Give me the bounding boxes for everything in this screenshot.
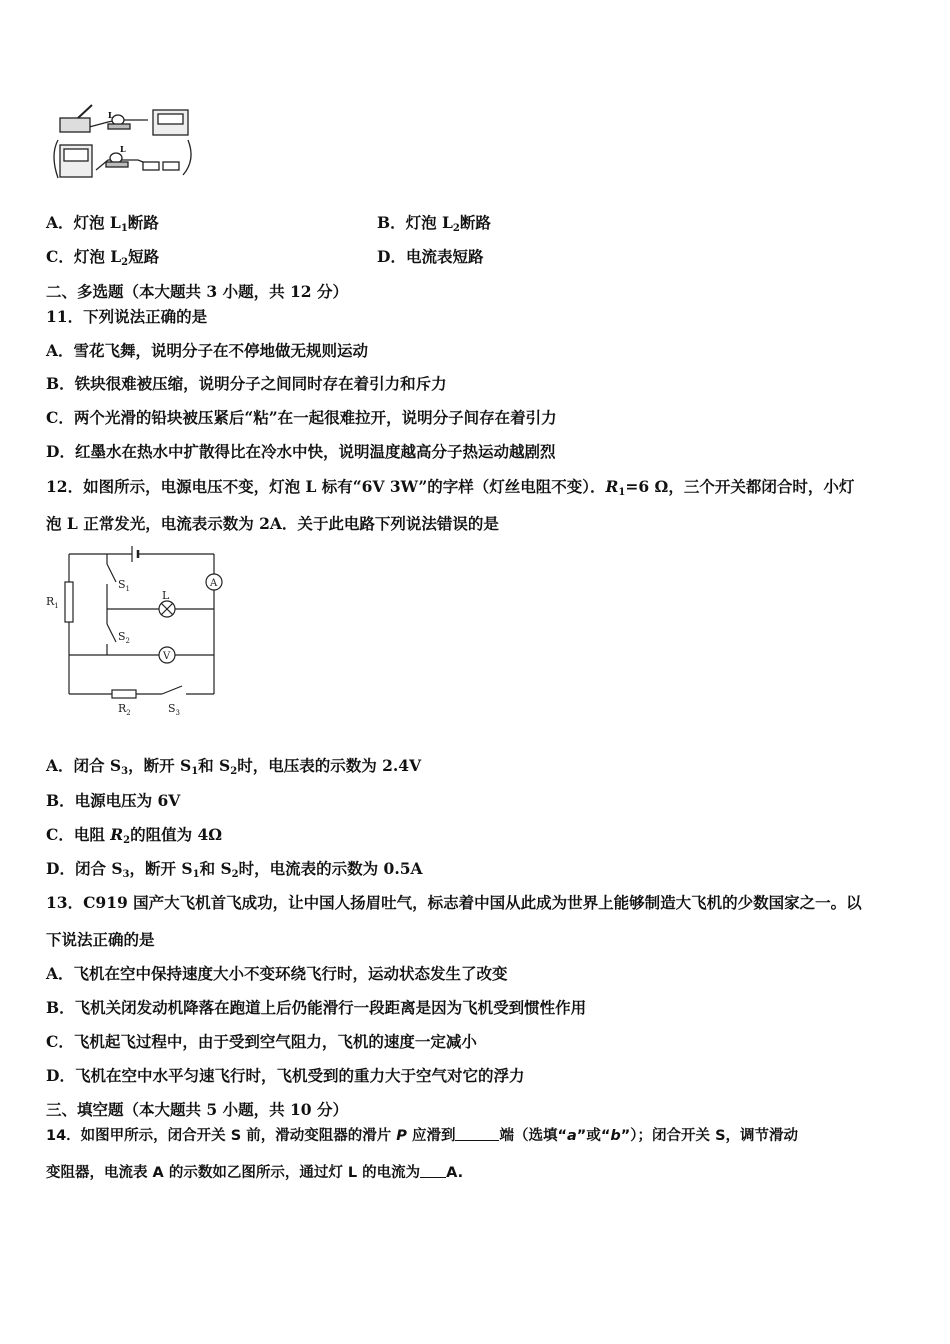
lamp-label: L <box>162 589 170 602</box>
q11-option-b[interactable]: B．铁块很难被压缩，说明分子之间同时存在着引力和斥力 <box>46 374 447 393</box>
q14-blank-1[interactable] <box>455 1126 499 1141</box>
q10-option-c[interactable]: C．灯泡 $L_2$短路 <box>46 247 160 268</box>
q12-option-d[interactable]: D．闭合 $S_3$，断开 $S_1$和 $S_2$时，电流表的示数为 0.5A <box>46 859 423 880</box>
q10-option-a[interactable]: A．灯泡 $L_1$断路 <box>46 213 159 234</box>
voltmeter-label: V <box>163 651 171 662</box>
svg-text:L: L <box>120 144 126 154</box>
q14-stem-line2: 变阻器，电流表 A 的示数如乙图所示，通过灯 L 的电流为 A. <box>46 1165 464 1181</box>
q10-option-d[interactable]: D．电流表短路 <box>377 247 484 266</box>
r2-label: $R_2$ <box>118 702 131 717</box>
q13-option-c[interactable]: C．飞机起飞过程中，由于受到空气阻力，飞机的速度一定减小 <box>46 1032 477 1051</box>
q12-option-a[interactable]: A．闭合 $S_3$，断开 $S_1$和 $S_2$时，电压表的示数为 2.4V <box>46 756 422 777</box>
q12-option-b[interactable]: B．电源电压为 6V <box>46 791 181 810</box>
q13-option-b[interactable]: B．飞机关闭发动机降落在跑道上后仍能滑行一段距离是因为飞机受到惯性作用 <box>46 998 587 1017</box>
section2-title: 二、多选题（本大题共 3 小题，共 12 分） <box>46 282 348 301</box>
q11-stem: 11．下列说法正确的是 <box>46 307 208 326</box>
q11-option-a[interactable]: A．雪花飞舞，说明分子在不停地做无规则运动 <box>46 341 369 360</box>
q12-option-c[interactable]: C．电阻 $R_2$的阻值为 4Ω <box>46 825 223 846</box>
q12-stem-line1: 12．如图所示，电源电压不变，灯泡 L 标有“6V 3W”的字样（灯丝电阻不变）．$R_1=6$ Ω，三个开关都闭合时，小灯 <box>46 477 855 498</box>
svg-text:L: L <box>108 110 114 120</box>
s1-label: $S_1$ <box>118 578 131 593</box>
q13-option-a[interactable]: A．飞机在空中保持速度大小不变环绕飞行时，运动状态发生了改变 <box>46 964 508 983</box>
circuit-diagram <box>44 542 234 720</box>
section3-title: 三、填空题（本大题共 5 小题，共 10 分） <box>46 1100 348 1119</box>
q10-option-b[interactable]: B．灯泡 $L_2$断路 <box>377 213 491 234</box>
r1-label: $R_1$ <box>46 595 59 610</box>
q14-blank-2[interactable] <box>420 1163 446 1178</box>
q13-stem-line2: 下说法正确的是 <box>46 930 155 949</box>
q11-option-c[interactable]: C．两个光滑的铅块被压紧后“粘”在一起很难拉开，说明分子间存在着引力 <box>46 408 557 427</box>
apparatus-figure <box>48 100 198 190</box>
q13-option-d[interactable]: D．飞机在空中水平匀速飞行时，飞机受到的重力大于空气对它的浮力 <box>46 1066 525 1085</box>
s3-label: $S_3$ <box>168 702 181 717</box>
s2-label: $S_2$ <box>118 630 131 645</box>
q11-option-d[interactable]: D．红墨水在热水中扩散得比在冷水中快，说明温度越高分子热运动越剧烈 <box>46 442 556 461</box>
q14-stem-line1: 14．如图甲所示，闭合开关 S 前，滑动变阻器的滑片 P 应滑到 端（选填“a”或“b”）；闭合开关 S，调节滑动 <box>46 1128 799 1144</box>
q13-stem-line1: 13．C919 国产大飞机首飞成功，让中国人扬眉吐气，标志着中国从此成为世界上能够制造大飞机的少数国家之一。以 <box>46 893 862 912</box>
ammeter-label: A <box>210 578 218 589</box>
q12-stem-line2: 泡 L 正常发光，电流表示数为 2A．关于此电路下列说法错误的是 <box>46 514 499 533</box>
